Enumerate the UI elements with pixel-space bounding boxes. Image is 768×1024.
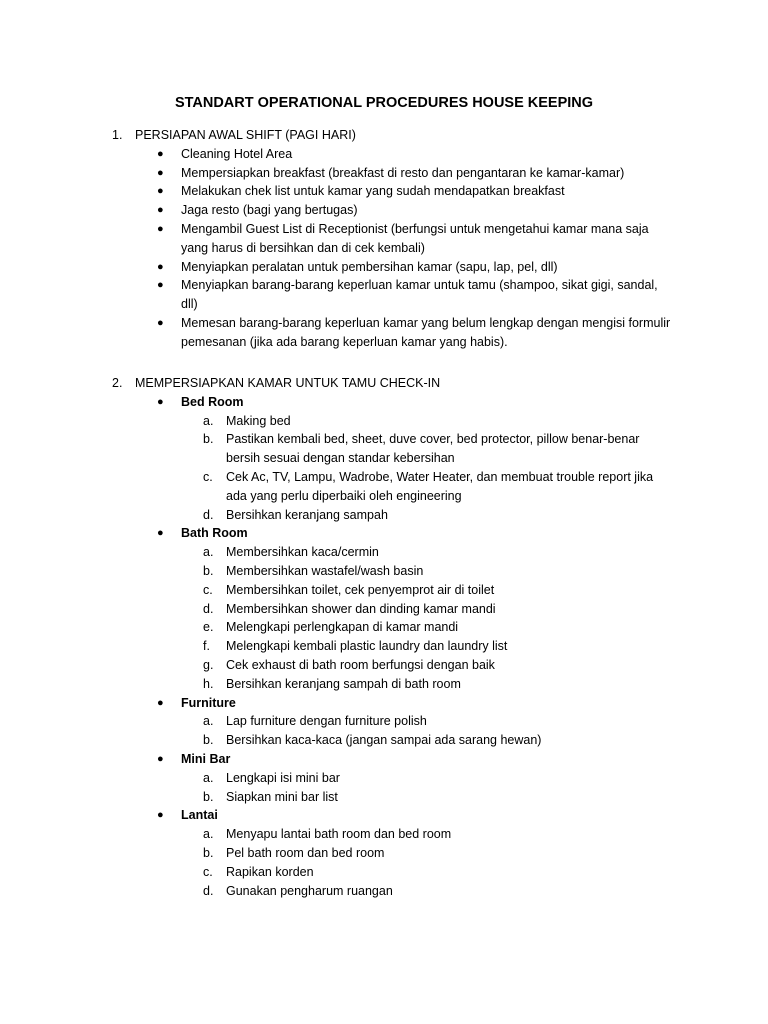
sub-item xyxy=(0,430,768,449)
section-heading xyxy=(0,374,768,393)
sub-item xyxy=(0,637,768,656)
bullet-icon: ● xyxy=(157,147,164,160)
sub-item-letter: d. xyxy=(203,601,214,616)
sub-item-text: Menyapu lantai bath room dan bed room xyxy=(226,827,452,842)
sub-item-text: Membersihkan toilet, cek penyemprot air di toilet xyxy=(226,582,495,597)
list-item-continuation xyxy=(0,239,768,258)
sub-item-continuation xyxy=(0,487,768,506)
bullet-icon: ● xyxy=(157,395,164,408)
sub-item-letter: a. xyxy=(203,714,214,729)
group-title: Lantai xyxy=(181,808,218,823)
sub-item xyxy=(0,506,768,525)
sub-item-letter: h. xyxy=(203,676,214,691)
sub-item-text: Bersihkan keranjang sampah xyxy=(226,507,388,522)
sub-item-letter: d. xyxy=(203,507,214,522)
bullet-icon: ● xyxy=(157,527,164,540)
sub-item-text: Cek exhaust di bath room berfungsi dengan baik xyxy=(226,657,495,672)
section-2 xyxy=(0,374,768,900)
list-item-text: dll) xyxy=(181,297,198,312)
bullet-icon: ● xyxy=(157,752,164,765)
list-item-text: Memesan barang-barang keperluan kamar yang belum lengkap dengan mengisi formulir xyxy=(181,315,671,330)
sub-item xyxy=(0,543,768,562)
sub-item xyxy=(0,882,768,901)
sub-item-continuation xyxy=(0,449,768,468)
group-heading xyxy=(0,524,768,543)
sub-item xyxy=(0,863,768,882)
sub-item xyxy=(0,844,768,863)
sub-item-text: Rapikan korden xyxy=(226,864,314,879)
list-item-text: Mengambil Guest List di Receptionist (berfungsi untuk mengetahui kamar mana saja xyxy=(181,221,649,236)
sub-item-letter: e. xyxy=(203,620,214,635)
bullet-icon: ● xyxy=(157,809,164,822)
list-item-text: yang harus di bersihkan dan di cek kembali) xyxy=(181,240,425,255)
sub-item-text: Making bed xyxy=(226,413,291,428)
sub-item-text: Siapkan mini bar list xyxy=(226,789,338,804)
list-item-continuation xyxy=(0,295,768,314)
list-item xyxy=(0,220,768,239)
sub-item-letter: f. xyxy=(203,639,210,654)
sub-item xyxy=(0,618,768,637)
list-item-text: Mempersiapkan breakfast (breakfast di resto dan pengantaran ke kamar-kamar) xyxy=(181,165,625,180)
document-title: STANDART OPERATIONAL PROCEDURES HOUSE KEEPING xyxy=(174,95,594,111)
group-heading xyxy=(0,806,768,825)
sub-item-letter: a. xyxy=(203,545,214,560)
sub-item-letter: a. xyxy=(203,827,214,842)
sub-item xyxy=(0,600,768,619)
group-heading xyxy=(0,750,768,769)
sub-item xyxy=(0,712,768,731)
list-item-text: Melakukan chek list untuk kamar yang sudah mendapatkan breakfast xyxy=(181,184,565,199)
sub-item xyxy=(0,788,768,807)
list-item xyxy=(0,314,768,333)
sub-item xyxy=(0,581,768,600)
group-heading xyxy=(0,694,768,713)
sub-item-letter: c. xyxy=(203,864,213,879)
section-number: 2. xyxy=(112,376,123,390)
list-item-continuation xyxy=(0,333,768,352)
list-item-text: Cleaning Hotel Area xyxy=(181,146,293,161)
sub-item-text: Lengkapi isi mini bar xyxy=(226,770,340,785)
sub-item-text: Melengkapi kembali plastic laundry dan laundry list xyxy=(226,639,508,654)
sub-item-letter: a. xyxy=(203,413,214,428)
sub-item-text: Membersihkan wastafel/wash basin xyxy=(226,563,424,578)
list-item xyxy=(0,164,768,183)
list-item-text: pemesanan (jika ada barang keperluan kamar yang habis). xyxy=(181,334,508,349)
sub-item-text: Lap furniture dengan furniture polish xyxy=(226,714,427,729)
bullet-icon: ● xyxy=(157,185,164,198)
list-item xyxy=(0,276,768,295)
section-title: PERSIAPAN AWAL SHIFT (PAGI HARI) xyxy=(135,128,356,142)
sub-item xyxy=(0,412,768,431)
sub-item xyxy=(0,562,768,581)
bullet-icon: ● xyxy=(157,260,164,273)
bullet-icon: ● xyxy=(157,316,164,329)
section-heading xyxy=(0,126,768,145)
sub-item-letter: b. xyxy=(203,789,214,804)
group-title: Bath Room xyxy=(181,526,248,541)
sub-item-text: ada yang perlu diperbaiki oleh engineering xyxy=(226,488,462,503)
bullet-icon: ● xyxy=(157,279,164,292)
bullet-icon: ● xyxy=(157,696,164,709)
bullet-icon: ● xyxy=(157,166,164,179)
group-title: Mini Bar xyxy=(181,751,231,766)
section-title: MEMPERSIAPKAN KAMAR UNTUK TAMU CHECK-IN xyxy=(135,376,441,390)
section-number: 1. xyxy=(112,128,123,142)
sub-item xyxy=(0,769,768,788)
sub-item-letter: c. xyxy=(203,582,213,597)
list-item-text: Menyiapkan peralatan untuk pembersihan kamar (sapu, lap, pel, dll) xyxy=(181,259,558,274)
sub-item-letter: d. xyxy=(203,883,214,898)
bullet-icon: ● xyxy=(157,204,164,217)
group-heading xyxy=(0,393,768,412)
sub-item-letter: b. xyxy=(203,432,214,447)
sub-item-text: Membersihkan kaca/cermin xyxy=(226,545,379,560)
sub-item-letter: a. xyxy=(203,770,214,785)
sub-item-text: Gunakan pengharum ruangan xyxy=(226,883,393,898)
sub-item-text: bersih sesuai dengan standar kebersihan xyxy=(226,451,455,466)
sub-item xyxy=(0,468,768,487)
sub-item-letter: b. xyxy=(203,845,214,860)
sub-item-text: Membersihkan shower dan dinding kamar mandi xyxy=(226,601,496,616)
list-item xyxy=(0,258,768,277)
sub-item-letter: b. xyxy=(203,733,214,748)
sub-item xyxy=(0,675,768,694)
sub-item-text: Bersihkan kaca-kaca (jangan sampai ada sarang hewan) xyxy=(226,733,542,748)
sub-item xyxy=(0,731,768,750)
sub-item-text: Cek Ac, TV, Lampu, Wadrobe, Water Heater, dan membuat trouble report jika xyxy=(226,469,654,484)
sub-item-letter: g. xyxy=(203,657,214,672)
list-item-text: Menyiapkan barang-barang keperluan kamar untuk tamu (shampoo, sikat gigi, sandal, xyxy=(181,278,658,293)
sub-item-letter: c. xyxy=(203,469,213,484)
sub-item-letter: b. xyxy=(203,563,214,578)
list-item xyxy=(0,182,768,201)
sub-item-text: Melengkapi perlengkapan di kamar mandi xyxy=(226,620,459,635)
list-item-text: Jaga resto (bagi yang bertugas) xyxy=(181,203,358,218)
section-1 xyxy=(0,126,768,352)
sub-item-text: Bersihkan keranjang sampah di bath room xyxy=(226,676,461,691)
sub-item-text: Pel bath room dan bed room xyxy=(226,845,385,860)
bullet-icon: ● xyxy=(157,222,164,235)
list-item xyxy=(0,145,768,164)
sub-item xyxy=(0,825,768,844)
list-item xyxy=(0,201,768,220)
group-title: Furniture xyxy=(181,695,236,710)
sub-item xyxy=(0,656,768,675)
sub-item-text: Pastikan kembali bed, sheet, duve cover, bed protector, pillow benar-benar xyxy=(226,432,640,447)
group-title: Bed Room xyxy=(181,394,244,409)
